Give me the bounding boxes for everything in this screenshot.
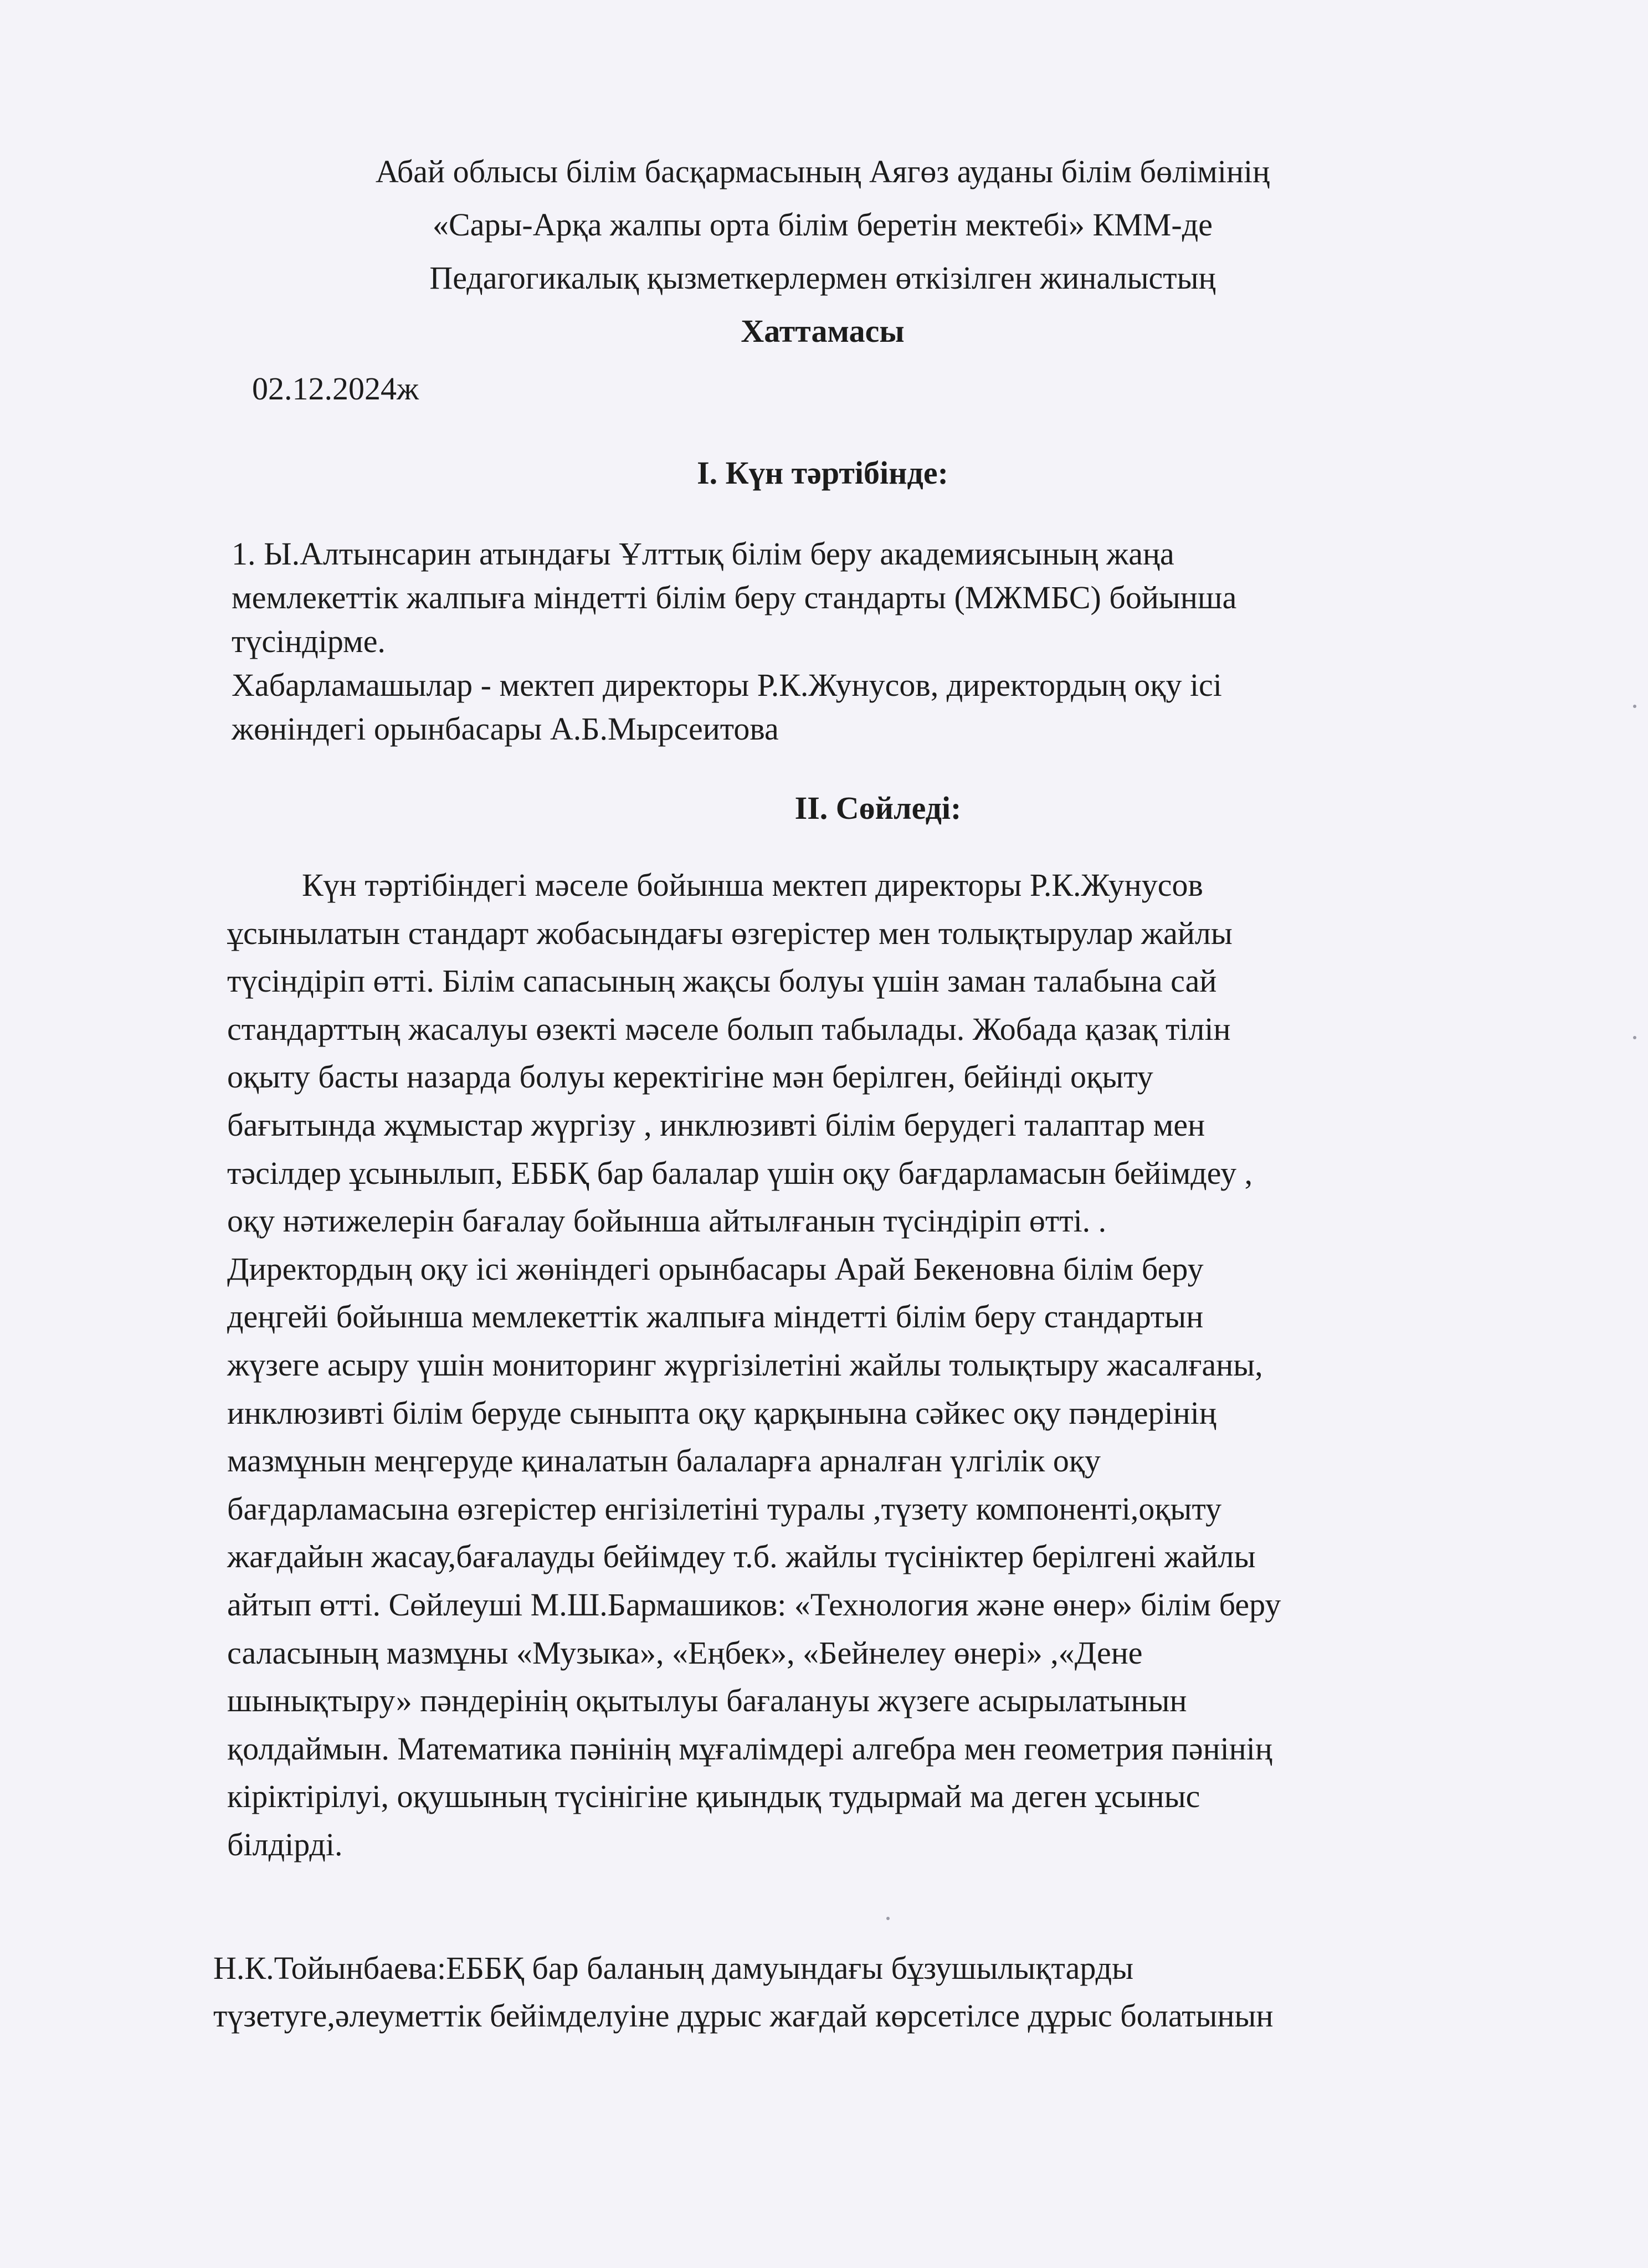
paragraph-line: Күн тәртібіндегі мәселе бойынша мектеп директоры Р.К.Жунусов — [302, 867, 1203, 903]
speakers-paragraph — [227, 861, 1490, 1869]
paragraph-line: бағдарламасына өзгерістер енгізілетіні туралы ,түзету компоненті,оқыту — [227, 1490, 1222, 1527]
speaker-paragraph-2 — [213, 1944, 1487, 2040]
section-heading-speakers: II. Сөйледі: — [794, 790, 962, 826]
paragraph-line: түсіндіріп өтті. Білім сапасының жақсы болуы үшін заман талабына сай — [227, 963, 1217, 999]
header-line-1: Абай облысы білім басқармасының Аягөз ауданы білім бөлімінің — [375, 153, 1270, 189]
paragraph-line: жағдайын жасау,бағалауды бейімдеу т.б. жайлы түсініктер берілгені жайлы — [227, 1538, 1256, 1575]
paragraph-line: ұсынылатын стандарт жобасындағы өзгерістер мен толықтырулар жайлы — [227, 915, 1233, 951]
agenda-line: Хабарламашылар - мектеп директоры Р.К.Жунусов, директордың оқу ісі — [232, 667, 1222, 703]
document-date: 02.12.2024ж — [252, 371, 419, 407]
paragraph-line: саласының мазмұны «Музыка», «Еңбек», «Бейнелеу өнері» ,«Дене — [227, 1634, 1143, 1671]
paragraph-line: білдірді. — [227, 1826, 343, 1862]
paragraph-line: бағытында жұмыстар жүргізу , инклюзивті білім берудегі талаптар мен — [227, 1106, 1205, 1143]
paragraph-line: Директордың оқу ісі жөніндегі орынбасары Арай Бекеновна білім беру — [227, 1250, 1204, 1287]
scan-speck — [1633, 705, 1636, 708]
document-title: Хаттамасы — [741, 313, 905, 349]
paragraph-line: айтып өтті. Сөйлеуші М.Ш.Бармашиков: «Технология және өнер» білім беру — [227, 1586, 1281, 1623]
paragraph-line: қолдаймын. Математика пәнінің мұғалімдері алгебра мен геометрия пәнінің — [227, 1730, 1272, 1767]
paragraph-line: түзетуге,әлеуметтік бейімделуіне дұрыс жағдай көрсетілсе дұрыс болатынын — [213, 1998, 1274, 2034]
section-heading-agenda: I. Күн тәртібінде: — [697, 455, 948, 491]
header-line-3: Педагогикалық қызметкерлермен өткізілген жиналыстың — [429, 260, 1216, 296]
agenda-block — [232, 532, 1483, 751]
agenda-line: мемлекеттік жалпыға міндетті білім беру стандарты (МЖМБС) бойынша — [232, 579, 1237, 615]
paragraph-line: деңгейі бойынша мемлекеттік жалпыға міндетті білім беру стандартын — [227, 1299, 1204, 1335]
paragraph-line: жүзеге асыру үшін мониторинг жүргізілетіні жайлы толықтыру жасалғаны, — [227, 1346, 1263, 1383]
header-line-2: «Сары-Арқа жалпы орта білім беретін мектебі» КММ-де — [433, 207, 1213, 243]
paragraph-line: мазмұнын меңгеруде қиналатын балаларға арналған үлгілік оқу — [227, 1443, 1101, 1479]
paragraph-line: тәсілдер ұсынылып, ЕББҚ бар балалар үшін оқу бағдарламасын бейімдеу , — [227, 1154, 1253, 1191]
paragraph-line: кіріктірілуі, оқушының түсінігіне қиындық тудырмай ма деген ұсыныс — [227, 1778, 1200, 1815]
paragraph-line: оқу нәтижелерін бағалау бойынша айтылғанын түсіндіріп өтті. . — [227, 1203, 1107, 1239]
paragraph-line: стандарттың жасалуы өзекті мәселе болып табылады. Жобада қазақ тілін — [227, 1010, 1231, 1047]
agenda-line: түсіндірме. — [232, 623, 386, 659]
paragraph-line: Н.К.Тойынбаева:ЕББҚ бар баланың дамуындағы бұзушылықтарды — [213, 1950, 1134, 1986]
agenda-line: жөніндегі орынбасары А.Б.Мырсеитова — [232, 711, 779, 747]
agenda-line: 1. Ы.Алтынсарин атындағы Ұлттық білім беру академиясының жаңа — [232, 536, 1174, 572]
scan-speck — [886, 1917, 890, 1920]
paragraph-line: шынықтыру» пәндерінің оқытылуы бағалануы жүзеге асырылатынын — [227, 1682, 1187, 1719]
document-header — [166, 145, 1479, 358]
scan-speck — [1633, 1036, 1636, 1039]
paragraph-line: инклюзивті білім беруде сыныпта оқу қарқынына сәйкес оқу пәндерінің — [227, 1394, 1216, 1431]
paragraph-line: оқыту басты назарда болуы керектігіне мән берілген, бейінді оқыту — [227, 1059, 1153, 1095]
